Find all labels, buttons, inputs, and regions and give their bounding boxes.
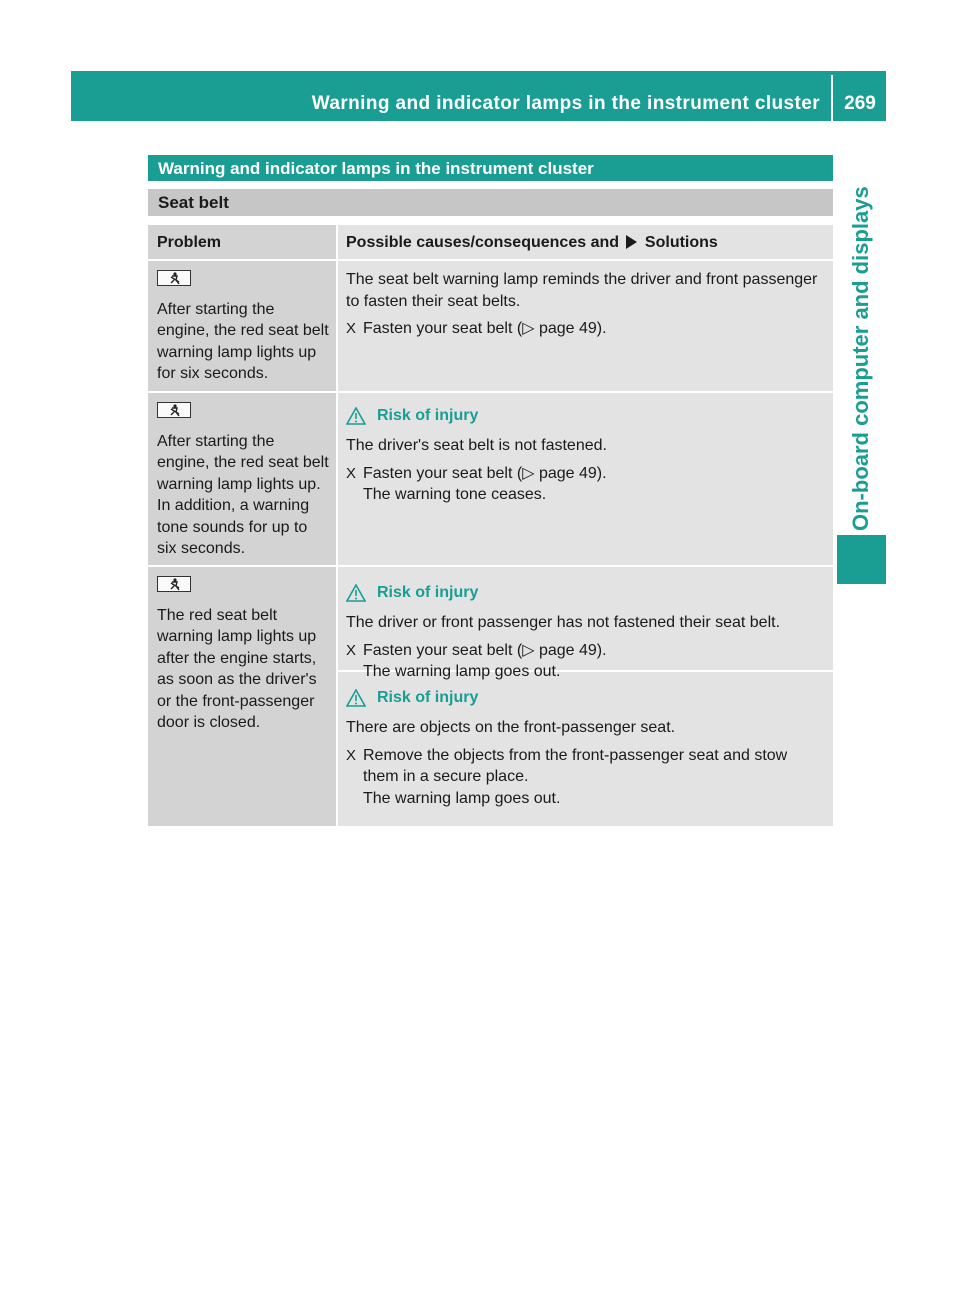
action-item xyxy=(346,318,827,340)
chapter-marker-block xyxy=(837,535,886,584)
action-text xyxy=(363,463,607,506)
result-note: The warning lamp goes out. xyxy=(363,663,561,680)
table-header-row xyxy=(148,225,833,259)
problem-text: The red seat belt warning lamp lights up after the engine starts, as soon as the driver's or the front-passenger door is closed. xyxy=(157,606,317,731)
chapter-side-tab xyxy=(837,121,886,531)
table-row xyxy=(148,259,833,391)
solution-block xyxy=(338,567,833,680)
action-line: Fasten your seat belt (▷ page 49). xyxy=(363,464,607,482)
action-text xyxy=(363,745,827,810)
cause-text: The driver's seat belt is not fastened. xyxy=(346,437,607,454)
warning-heading xyxy=(346,580,827,606)
action-marker: X xyxy=(346,641,357,659)
warning-triangle-icon xyxy=(346,407,366,425)
action-text: Fasten your seat belt (▷ page 49). xyxy=(363,320,607,337)
page-header-banner xyxy=(71,71,886,121)
solution-cell xyxy=(336,567,833,826)
problem-text: After starting the engine, the red seat belt warning lamp lights up. In addition, a warning tone sounds for up to six seconds. xyxy=(157,432,329,557)
action-marker: X xyxy=(346,464,357,482)
column-header-solutions-label: Solutions xyxy=(644,234,718,251)
header-title: Warning and indicator lamps in the instrument cluster xyxy=(311,93,820,114)
seat-belt-lamp-icon xyxy=(157,576,191,592)
result-note: The warning tone ceases. xyxy=(363,486,547,503)
problem-cell xyxy=(148,393,336,565)
column-header-causes: Possible causes/consequences and xyxy=(346,234,620,251)
result-note: The warning lamp goes out. xyxy=(363,789,561,807)
warning-heading xyxy=(346,685,827,711)
header-divider xyxy=(831,75,833,121)
solution-cell xyxy=(336,261,833,391)
column-header-solutions xyxy=(336,225,833,259)
seat-belt-lamp-icon xyxy=(157,402,191,418)
subsection-title: Seat belt xyxy=(148,189,833,216)
arrow-right-icon xyxy=(626,235,637,249)
table-row xyxy=(148,391,833,565)
warning-triangle-icon xyxy=(346,584,366,602)
cause-text: The seat belt warning lamp reminds the driver and front passenger to fasten their seat belts. xyxy=(346,271,818,310)
solution-block xyxy=(338,670,833,821)
chapter-label: On-board computer and displays xyxy=(848,186,873,531)
cause-text: The driver or front passenger has not fastened their seat belt. xyxy=(346,614,781,631)
problem-text: After starting the engine, the red seat belt warning lamp lights up for six seconds. xyxy=(157,300,329,382)
page-number: 269 xyxy=(844,93,876,114)
warning-heading xyxy=(346,403,827,429)
action-marker: X xyxy=(346,746,357,764)
action-text xyxy=(363,640,607,683)
seat-belt-lamp-icon xyxy=(157,270,191,286)
warning-label: Risk of injury xyxy=(377,689,479,707)
warning-label: Risk of injury xyxy=(377,407,479,425)
column-header-problem: Problem xyxy=(148,225,336,259)
lamp-table xyxy=(148,225,833,826)
warning-label: Risk of injury xyxy=(377,584,479,602)
action-item xyxy=(346,745,827,810)
action-marker: X xyxy=(346,320,357,337)
cause-text: There are objects on the front-passenger seat. xyxy=(346,719,676,736)
action-line: Fasten your seat belt (▷ page 49). xyxy=(363,641,607,659)
problem-cell xyxy=(148,261,336,391)
section-title: Warning and indicator lamps in the instrument cluster xyxy=(148,155,833,181)
warning-triangle-icon xyxy=(346,689,366,707)
solution-cell xyxy=(336,393,833,565)
action-line: Remove the objects from the front-passenger seat and stow them in a secure place. xyxy=(363,746,788,785)
table-row xyxy=(148,565,833,826)
problem-cell xyxy=(148,567,336,826)
action-item xyxy=(346,463,827,506)
